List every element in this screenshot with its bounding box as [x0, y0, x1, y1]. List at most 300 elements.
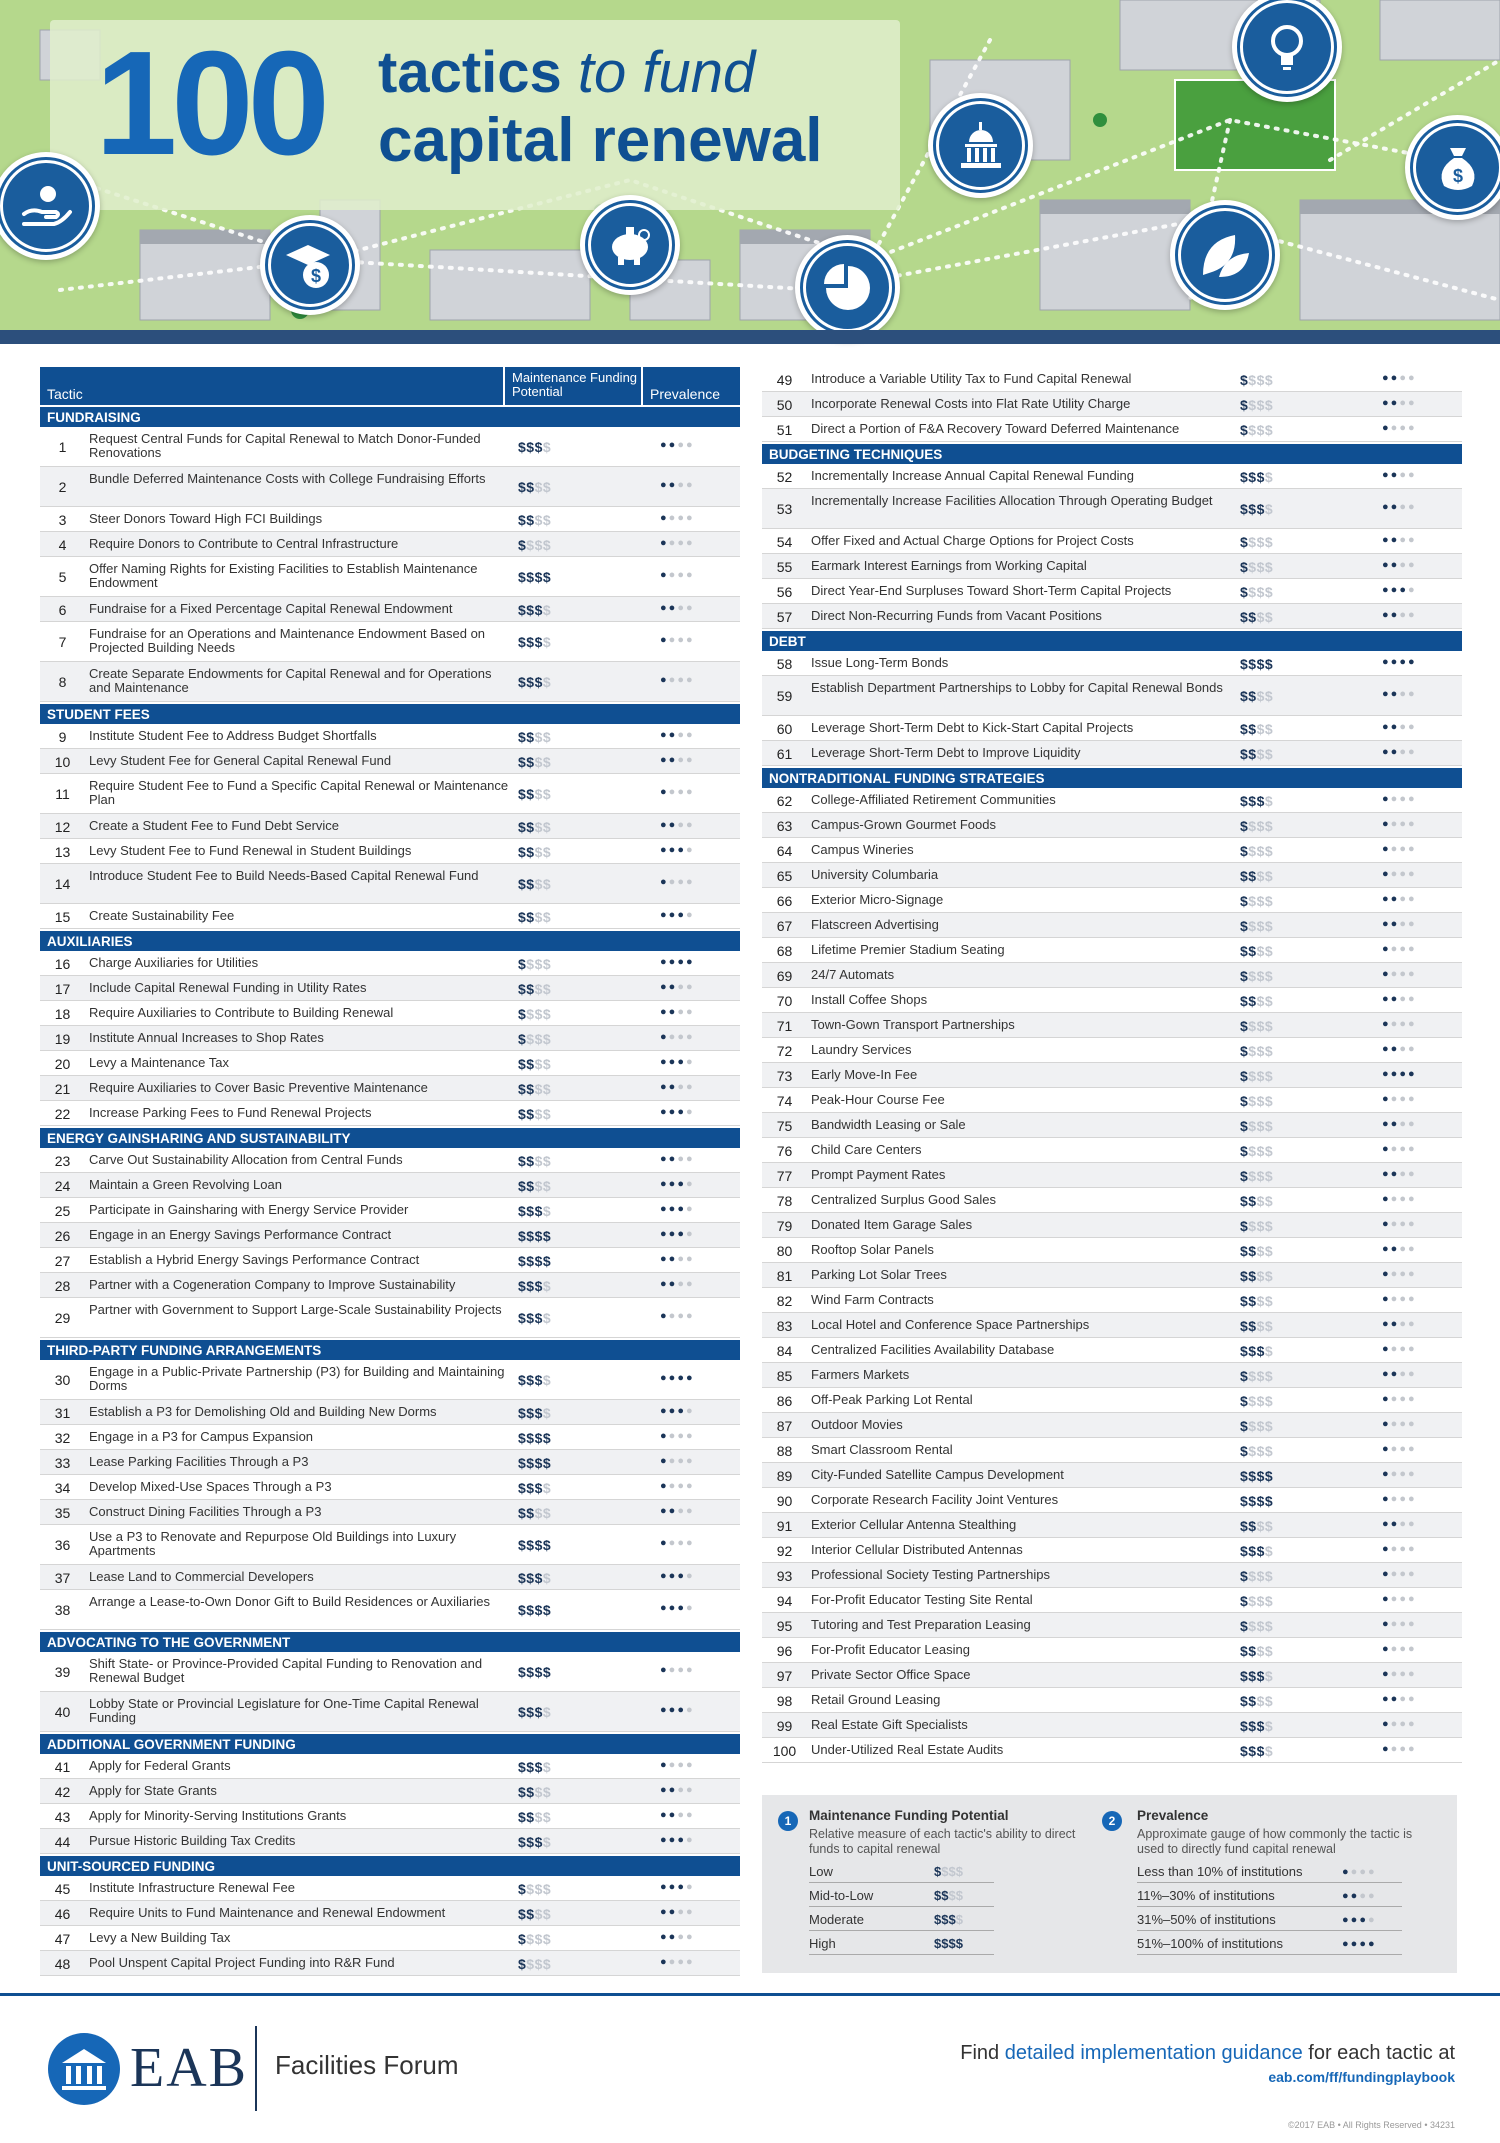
tactic-name: Town-Gown Transport Partnerships: [811, 1017, 1015, 1032]
table-row: [40, 1500, 740, 1525]
tactic-number: 15: [54, 909, 71, 925]
tactic-name: Interior Cellular Distributed Antennas: [811, 1542, 1023, 1557]
forum-name: Facilities Forum: [275, 2050, 459, 2080]
tactic-number: 11: [55, 786, 70, 802]
prevalence-rating: ●●●●: [1382, 1243, 1417, 1255]
tactic-number: 71: [776, 1018, 793, 1034]
tactic-name: Partner with a Cogeneration Company to Improve Sustainability: [89, 1277, 456, 1292]
table-row: [40, 1692, 740, 1732]
potential-rating: $$$$: [518, 1834, 552, 1850]
prevalence-rating: ●●●●: [1382, 1718, 1417, 1730]
header-potential: Maintenance Funding Potential: [505, 367, 641, 405]
potential-rating: $$$$: [1240, 1568, 1274, 1584]
prevalence-rating: ●●●●: [660, 729, 695, 741]
prevalence-rating: ●●●●: [660, 876, 695, 888]
tactic-number: 77: [776, 1168, 793, 1184]
tactic-number: 49: [776, 372, 793, 388]
tactic-name: Private Sector Office Space: [811, 1667, 971, 1682]
tactic-name: Require Auxiliaries to Contribute to Building Renewal: [89, 1005, 394, 1020]
potential-rating: $$$$: [1240, 1368, 1274, 1384]
table-row: [762, 863, 1462, 888]
potential-rating: $$$$: [1240, 1218, 1274, 1234]
tactic-name: Increase Parking Fees to Fund Renewal Projects: [89, 1105, 372, 1120]
legend-dollars: $$$$: [934, 1888, 963, 1903]
potential-rating: $$$$: [518, 786, 552, 802]
tactic-name: Real Estate Gift Specialists: [811, 1717, 968, 1732]
prevalence-rating: ●●●●: [660, 1253, 695, 1265]
potential-rating: $$$$: [1240, 818, 1274, 834]
potential-rating: $$$$: [518, 1664, 552, 1680]
prevalence-rating: ●●●●: [660, 1906, 695, 1918]
tactic-number: 53: [776, 501, 793, 517]
tactic-number: 51: [776, 422, 793, 438]
tactic-number: 33: [54, 1455, 71, 1471]
tactic-number: 47: [54, 1931, 71, 1947]
tactic-name: Require Auxiliaries to Cover Basic Preventive Maintenance: [89, 1080, 428, 1095]
potential-rating: $$$$: [1240, 534, 1274, 550]
tactic-number: 100: [772, 1743, 797, 1759]
tactic-name: Charge Auxiliaries for Utilities: [89, 955, 259, 970]
tactic-number: 24: [54, 1178, 71, 1194]
tactic-number: 5: [58, 569, 67, 585]
tactic-name: Create a Student Fee to Fund Debt Service: [89, 818, 340, 833]
table-row: [762, 676, 1462, 716]
prevalence-rating: ●●●●: [660, 1031, 695, 1043]
tactic-number: 1: [58, 439, 67, 455]
potential-rating: $$$$: [1240, 1093, 1274, 1109]
prevalence-rating: ●●●●: [1382, 584, 1417, 596]
tactic-number: 34: [54, 1480, 71, 1496]
tactic-number: 89: [776, 1468, 793, 1484]
potential-rating: $$$$: [1240, 1618, 1274, 1634]
prevalence-rating: ●●●●: [660, 819, 695, 831]
table-row: [762, 1413, 1462, 1438]
table-row: [40, 724, 740, 749]
potential-rating: $$$$: [1240, 993, 1274, 1009]
capitol-icon: [928, 93, 1033, 198]
potential-rating: $$$$: [1240, 918, 1274, 934]
table-row: [762, 1688, 1462, 1713]
potential-rating: $$$$: [518, 844, 552, 860]
tactic-name: Professional Society Testing Partnerships: [811, 1567, 1050, 1582]
tactic-name: Introduce a Variable Utility Tax to Fund Capital Renewal: [811, 371, 1132, 386]
tactic-number: 60: [776, 721, 793, 737]
table-row: [40, 1001, 740, 1026]
tactic-number: 63: [776, 818, 793, 834]
table-row: [40, 1026, 740, 1051]
potential-rating: $$$$: [518, 479, 552, 495]
tactic-number: 58: [776, 656, 793, 672]
legend-potential-desc: Relative measure of each tactic's ability to direct funds to capital renewal: [809, 1827, 1076, 1856]
prevalence-rating: ●●●●: [1382, 1643, 1417, 1655]
tactic-name: Early Move-In Fee: [811, 1067, 918, 1082]
potential-rating: $$$$: [518, 1153, 552, 1169]
tactic-number: 59: [776, 688, 793, 704]
potential-rating: $$$$: [518, 602, 552, 618]
tactic-number: 65: [776, 868, 793, 884]
tactic-number: 39: [54, 1664, 71, 1680]
tactic-number: 97: [776, 1668, 793, 1684]
tactic-name: 24/7 Automats: [811, 967, 895, 982]
potential-rating: $$$$: [518, 1881, 552, 1897]
tactic-number: 3: [58, 512, 67, 528]
tactic-number: 91: [776, 1518, 793, 1534]
tactic-number: 83: [776, 1318, 793, 1334]
logo-separator: [255, 2026, 257, 2111]
tactic-number: 19: [54, 1031, 71, 1047]
prevalence-rating: ●●●●: [1382, 843, 1417, 855]
table-row: [40, 507, 740, 532]
table-row: [762, 1738, 1462, 1763]
tactic-number: 96: [776, 1643, 793, 1659]
tactic-number: 12: [54, 819, 71, 835]
tactic-name: Earmark Interest Earnings from Working Capital: [811, 558, 1087, 573]
table-row: [40, 1051, 740, 1076]
table-row: [40, 1829, 740, 1854]
header-tactic: Tactic: [40, 367, 503, 405]
tactic-name: Institute Student Fee to Address Budget Shortfalls: [89, 728, 377, 743]
tactic-number: 88: [776, 1443, 793, 1459]
potential-rating: $$$$: [1240, 1593, 1274, 1609]
tactic-name: Prompt Payment Rates: [811, 1167, 946, 1182]
tactic-number: 14: [54, 876, 71, 892]
table-row: [40, 1652, 740, 1692]
prevalence-rating: ●●●●: [660, 1505, 695, 1517]
prevalence-rating: ●●●●: [1382, 1493, 1417, 1505]
table-row: [762, 1188, 1462, 1213]
prevalence-rating: ●●●●: [660, 1931, 695, 1943]
legend-prevalence-title: Prevalence: [1137, 1808, 1209, 1823]
table-row: [762, 813, 1462, 838]
table-row: [762, 604, 1462, 629]
table-row: [40, 1565, 740, 1590]
potential-rating: $$$$: [1240, 1168, 1274, 1184]
tactic-number: 25: [54, 1203, 71, 1219]
legend-dollars: $$$$: [934, 1912, 963, 1927]
prevalence-rating: ●●●●: [1382, 1343, 1417, 1355]
guidance-url-link[interactable]: eab.com/ff/fundingplaybook: [1268, 2069, 1455, 2085]
table-row: [40, 1400, 740, 1425]
potential-rating: $$$$: [518, 1178, 552, 1194]
prevalence-rating: ●●●●: [1382, 818, 1417, 830]
tactics-table-right: [762, 367, 1462, 1763]
section-header: NONTRADITIONAL FUNDING STRATEGIES: [762, 768, 1462, 788]
potential-rating: $$$$: [1240, 843, 1274, 859]
tactic-name: For-Profit Educator Testing Site Rental: [811, 1592, 1033, 1607]
tactic-number: 41: [54, 1759, 71, 1775]
hero-divider: [0, 330, 1500, 344]
potential-rating: $$$$: [518, 876, 552, 892]
legend-dots: ●●●●: [1342, 1866, 1377, 1878]
tactic-name: Require Student Fee to Fund a Specific Capital Renewal or Maintenance Plan: [89, 778, 509, 807]
table-row: [40, 622, 740, 662]
table-row: [762, 1663, 1462, 1688]
legend-prevalence-row: [1137, 1907, 1402, 1931]
tactic-number: 55: [776, 559, 793, 575]
tactic-name: Child Care Centers: [811, 1142, 922, 1157]
prevalence-rating: ●●●●: [660, 1455, 695, 1467]
tactic-name: Incorporate Renewal Costs into Flat Rate Utility Charge: [811, 396, 1131, 411]
table-row: [762, 1538, 1462, 1563]
legend-prevalence-row: [1137, 1859, 1402, 1883]
tactic-name: Retail Ground Leasing: [811, 1692, 941, 1707]
table-row: [40, 1590, 740, 1630]
tactic-number: 9: [58, 729, 67, 745]
section-header: THIRD-PARTY FUNDING ARRANGEMENTS: [40, 1340, 740, 1360]
tactic-name: Install Coffee Shops: [811, 992, 928, 1007]
potential-rating: $$$$: [518, 1106, 552, 1122]
legend-label: 31%–50% of institutions: [1137, 1912, 1276, 1927]
potential-rating: $$$$: [518, 1310, 552, 1326]
legend-dollars: $$$$: [934, 1936, 963, 1951]
tactic-name: Exterior Cellular Antenna Stealthing: [811, 1517, 1017, 1532]
tactic-name: Lease Parking Facilities Through a P3: [89, 1454, 309, 1469]
tactic-name: Lifetime Premier Stadium Seating: [811, 942, 1005, 957]
legend-panel: [762, 1795, 1457, 1973]
table-row: [40, 749, 740, 774]
tactic-name: Maintain a Green Revolving Loan: [89, 1177, 282, 1192]
eab-logo-text[interactable]: EAB: [130, 2037, 248, 2099]
table-row: [762, 1363, 1462, 1388]
title-word-tactics: tactics: [378, 40, 562, 105]
potential-rating: $$$$: [518, 1372, 552, 1388]
prevalence-rating: ●●●●: [1382, 893, 1417, 905]
prevalence-rating: ●●●●: [660, 439, 695, 451]
tactic-name: City-Funded Satellite Campus Development: [811, 1467, 1064, 1482]
svg-text:$: $: [310, 266, 322, 286]
prevalence-rating: ●●●●: [1382, 1743, 1417, 1755]
tactic-number: 95: [776, 1618, 793, 1634]
table-row: [762, 1438, 1462, 1463]
tactic-number: 78: [776, 1193, 793, 1209]
prevalence-rating: ●●●●: [1382, 501, 1417, 513]
tactic-number: 66: [776, 893, 793, 909]
prevalence-rating: ●●●●: [1382, 793, 1417, 805]
potential-rating: $$$$: [518, 1931, 552, 1947]
title-line-1: [378, 40, 756, 105]
prevalence-rating: ●●●●: [1382, 868, 1417, 880]
tactic-name: Create Sustainability Fee: [89, 908, 235, 923]
tactic-name: Develop Mixed-Use Spaces Through a P3: [89, 1479, 332, 1494]
tactic-name: Lobby State or Provincial Legislature for One-Time Capital Renewal Funding: [89, 1696, 479, 1725]
tactic-name: Local Hotel and Conference Space Partnerships: [811, 1317, 1090, 1332]
potential-rating: $$$$: [1240, 943, 1274, 959]
potential-rating: $$$$: [518, 1809, 552, 1825]
tactic-name: Bandwidth Leasing or Sale: [811, 1117, 966, 1132]
prevalence-rating: ●●●●: [1382, 1468, 1417, 1480]
prevalence-rating: ●●●●: [660, 1430, 695, 1442]
table-row: [40, 1754, 740, 1779]
table-row: [762, 651, 1462, 676]
table-row: [762, 1163, 1462, 1188]
potential-rating: $$$$: [1240, 1543, 1274, 1559]
legend-potential-row: [809, 1931, 994, 1955]
table-row: [40, 976, 740, 1001]
tactic-name: Carve Out Sustainability Allocation from Central Funds: [89, 1152, 403, 1167]
title-line-2: capital renewal: [378, 106, 823, 175]
tactic-name: Shift State- or Province-Provided Capital Funding to Renovation and Renewal Budget: [89, 1656, 483, 1685]
legend-label: High: [809, 1936, 836, 1951]
potential-rating: $$$$: [1240, 1118, 1274, 1134]
guidance-text: [960, 2042, 1455, 2065]
potential-rating: $$$$: [1240, 1193, 1274, 1209]
tactic-number: 22: [54, 1106, 71, 1122]
prevalence-rating: ●●●●: [1382, 1393, 1417, 1405]
potential-rating: $$$$: [518, 1278, 552, 1294]
legend-label: Low: [809, 1864, 833, 1879]
potential-rating: $$$$: [518, 956, 552, 972]
tactic-name: Apply for Minority-Serving Institutions Grants: [89, 1808, 347, 1823]
legend-prevalence-desc: Approximate gauge of how commonly the tactic is used to directly fund capital renewal: [1137, 1827, 1413, 1856]
tactic-name: Offer Naming Rights for Existing Facilities to Establish Maintenance Endowment: [89, 561, 478, 590]
prevalence-rating: ●●●●: [660, 1203, 695, 1215]
table-row: [762, 1263, 1462, 1288]
potential-rating: $$$$: [1240, 1418, 1274, 1434]
table-row: [762, 367, 1462, 392]
prevalence-rating: ●●●●: [660, 1081, 695, 1093]
eab-logo-icon[interactable]: [48, 2033, 120, 2105]
potential-rating: $$$$: [1240, 501, 1274, 517]
prevalence-rating: ●●●●: [1382, 1218, 1417, 1230]
tactic-number: 43: [54, 1809, 71, 1825]
tactic-number: 23: [54, 1153, 71, 1169]
tactic-number: 79: [776, 1218, 793, 1234]
legend-number-1: 1: [778, 1811, 798, 1831]
legend-dollars: $$$$: [934, 1864, 963, 1879]
table-row: [762, 913, 1462, 938]
tactic-number: 37: [54, 1570, 71, 1586]
footer-divider: [0, 1993, 1500, 1996]
table-row: [40, 467, 740, 507]
tactic-number: 50: [776, 397, 793, 413]
tactic-name: Levy Student Fee for General Capital Renewal Fund: [89, 753, 392, 768]
potential-rating: $$$$: [1240, 422, 1274, 438]
potential-rating: $$$$: [518, 1537, 552, 1553]
potential-rating: $$$$: [518, 1253, 552, 1269]
potential-rating: $$$$: [1240, 721, 1274, 737]
tactic-number: 8: [58, 674, 67, 690]
tactic-name: Request Central Funds for Capital Renewal to Match Donor-Funded Renovations: [89, 431, 481, 460]
table-row: [762, 1288, 1462, 1313]
prevalence-rating: ●●●●: [660, 569, 695, 581]
prevalence-rating: ●●●●: [660, 1570, 695, 1582]
copyright: ©2017 EAB • All Rights Reserved • 34231: [1287, 2120, 1455, 2130]
potential-rating: $$$$: [518, 674, 552, 690]
prevalence-rating: ●●●●: [1382, 609, 1417, 621]
tactic-number: 61: [776, 746, 793, 762]
table-row: [40, 532, 740, 557]
prevalence-rating: ●●●●: [660, 1602, 695, 1614]
tactic-name: Direct Year-End Surpluses Toward Short-Term Capital Projects: [811, 583, 1172, 598]
tactic-name: Engage in a Public-Private Partnership (P3) for Building and Maintaining Dorms: [89, 1364, 505, 1393]
tactic-name: Require Donors to Contribute to Central Infrastructure: [89, 536, 399, 551]
tactic-number: 67: [776, 918, 793, 934]
tactic-name: Participate in Gainsharing with Energy Service Provider: [89, 1202, 409, 1217]
table-row: [762, 417, 1462, 442]
potential-rating: $$$$: [518, 909, 552, 925]
potential-rating: $$$$: [1240, 1718, 1274, 1734]
tactic-number: 7: [58, 634, 67, 650]
tactic-number: 18: [54, 1006, 71, 1022]
prevalence-rating: ●●●●: [1382, 559, 1417, 571]
tactic-name: Arrange a Lease-to-Own Donor Gift to Build Residences or Auxiliaries: [89, 1594, 491, 1609]
piggy-bank-icon: [580, 195, 680, 295]
tactic-number: 36: [54, 1537, 71, 1553]
potential-rating: $$$$: [1240, 1643, 1274, 1659]
table-row: [762, 1038, 1462, 1063]
table-row: [762, 938, 1462, 963]
tactic-number: 84: [776, 1343, 793, 1359]
svg-text:$: $: [1452, 165, 1463, 186]
section-header: ADVOCATING TO THE GOVERNMENT: [40, 1632, 740, 1652]
potential-rating: $$$$: [518, 729, 552, 745]
prevalence-rating: ●●●●: [1382, 943, 1417, 955]
tactic-name: University Columbaria: [811, 867, 939, 882]
tactic-name: Laundry Services: [811, 1042, 912, 1057]
tactic-name: Leverage Short-Term Debt to Kick-Start Capital Projects: [811, 720, 1134, 735]
tactic-number: 30: [54, 1372, 71, 1388]
prevalence-rating: ●●●●: [1382, 422, 1417, 434]
prevalence-rating: ●●●●: [660, 1664, 695, 1676]
tactic-number: 4: [58, 537, 67, 553]
potential-rating: $$$$: [518, 754, 552, 770]
prevalence-rating: ●●●●: [1382, 1018, 1417, 1030]
tactic-name: Farmers Markets: [811, 1367, 910, 1382]
tactic-number: 75: [776, 1118, 793, 1134]
potential-rating: $$$$: [518, 439, 552, 455]
tactic-number: 46: [54, 1906, 71, 1922]
legend-label: Moderate: [809, 1912, 864, 1927]
tactic-name: Donated Item Garage Sales: [811, 1217, 973, 1232]
potential-rating: $$$$: [1240, 746, 1274, 762]
potential-rating: $$$$: [518, 1203, 552, 1219]
tactic-number: 42: [54, 1784, 71, 1800]
tactic-number: 98: [776, 1693, 793, 1709]
potential-rating: $$$$: [518, 1056, 552, 1072]
potential-rating: $$$$: [518, 1956, 552, 1972]
potential-rating: $$$$: [518, 512, 552, 528]
section-header: STUDENT FEES: [40, 704, 740, 724]
tactic-name: Include Capital Renewal Funding in Utility Rates: [89, 980, 367, 995]
tactic-name: Bundle Deferred Maintenance Costs with College Fundraising Efforts: [89, 471, 486, 486]
prevalence-rating: ●●●●: [660, 1056, 695, 1068]
tactic-name: Lease Land to Commercial Developers: [89, 1569, 314, 1584]
table-row: [40, 1525, 740, 1565]
prevalence-rating: ●●●●: [1382, 993, 1417, 1005]
prevalence-rating: ●●●●: [660, 1405, 695, 1417]
prevalence-rating: ●●●●: [1382, 1068, 1417, 1080]
table-row: [40, 1360, 740, 1400]
table-row: [40, 951, 740, 976]
potential-rating: $$$$: [1240, 656, 1274, 672]
tactic-number: 93: [776, 1568, 793, 1584]
potential-rating: $$$$: [518, 1784, 552, 1800]
table-row: [762, 963, 1462, 988]
legend-potential-row: [809, 1883, 994, 1907]
table-row: [762, 716, 1462, 741]
prevalence-rating: ●●●●: [1382, 1168, 1417, 1180]
prevalence-rating: ●●●●: [660, 1704, 695, 1716]
potential-rating: $$$$: [518, 1081, 552, 1097]
tactic-name: Parking Lot Solar Trees: [811, 1267, 947, 1282]
table-row: [762, 1138, 1462, 1163]
section-header: AUXILIARIES: [40, 931, 740, 951]
prevalence-rating: ●●●●: [1382, 1568, 1417, 1580]
legend-potential-title: Maintenance Funding Potential: [809, 1808, 1009, 1823]
prevalence-rating: ●●●●: [1382, 656, 1417, 668]
tactic-name: Exterior Micro-Signage: [811, 892, 944, 907]
table-row: [40, 1223, 740, 1248]
